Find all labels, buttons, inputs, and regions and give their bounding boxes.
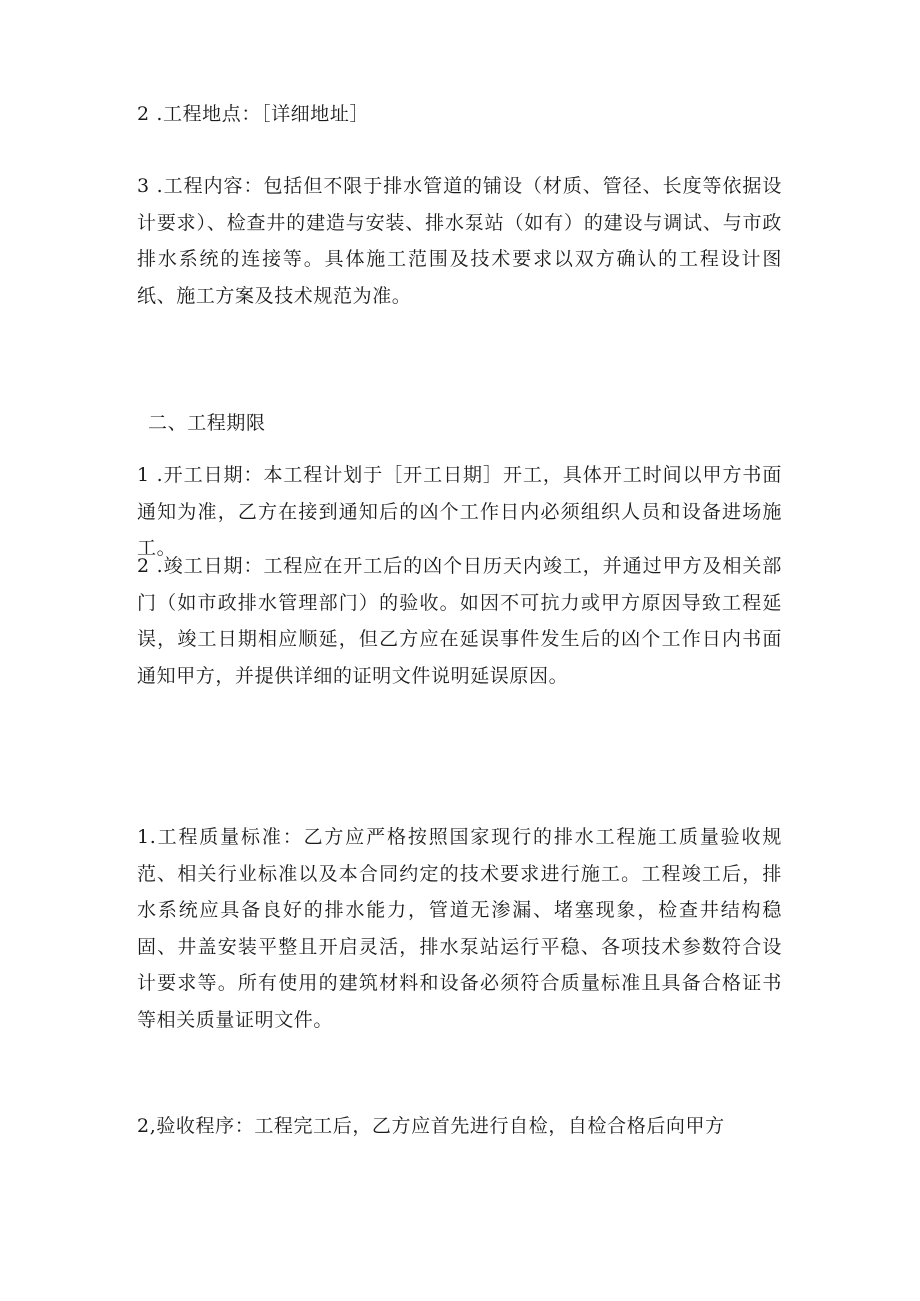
clause-quality-standard: 1.工程质量标准：乙方应严格按照国家现行的排水工程施工质量验收规范、相关行业标准以及本合同约定的技术要求进行施工。工程竣工后，排水系统应具备良好的排水能力，管道无渗漏、堵塞现象，检查井结构稳固、井盖安装平整且开启灵活，排水泵站运行平稳、各项技术参数符合设计要求等。所有使用的建筑材料和设备必须符合质量标准且具备合格证书等相关质量证明文件。 xyxy=(137,826,782,1031)
section-heading-project-period: 二、工程期限 xyxy=(148,412,266,434)
clause-completion-date: 2 .竣工日期：工程应在开工后的凶个日历天内竣工，并通过甲方及相关部门（如市政排水管理部门）的验收。如因不可抗力或甲方原因导致工程延误，竣工日期相应顺延，但乙方应在延误事件发生后的凶个工作日内书面通知甲方，并提供详细的证明文件说明延误原因。 xyxy=(137,555,782,687)
clause-start-date: 1 .开工日期：本工程计划于［开工日期］开工，具体开工时间以甲方书面通知为准，乙方在接到通知后的凶个工作日内必须组织人员和设备进场施工。 xyxy=(137,464,782,559)
clause-project-location: 2 .工程地点：［详细地址］ xyxy=(137,103,370,125)
clause-project-content: 3 .工程内容：包括但不限于排水管道的铺设（材质、管径、长度等依据设计要求）、检查井的建造与安装、排水泵站（如有）的建设与调试、与市政排水系统的连接等。具体施工范围及技术要求以双方确认的工程设计图纸、施工方案及技术规范为准。 xyxy=(137,175,782,307)
clause-acceptance-procedure: 2,验收程序：工程完工后，乙方应首先进行自检，自检合格后向甲方 xyxy=(137,1115,725,1137)
